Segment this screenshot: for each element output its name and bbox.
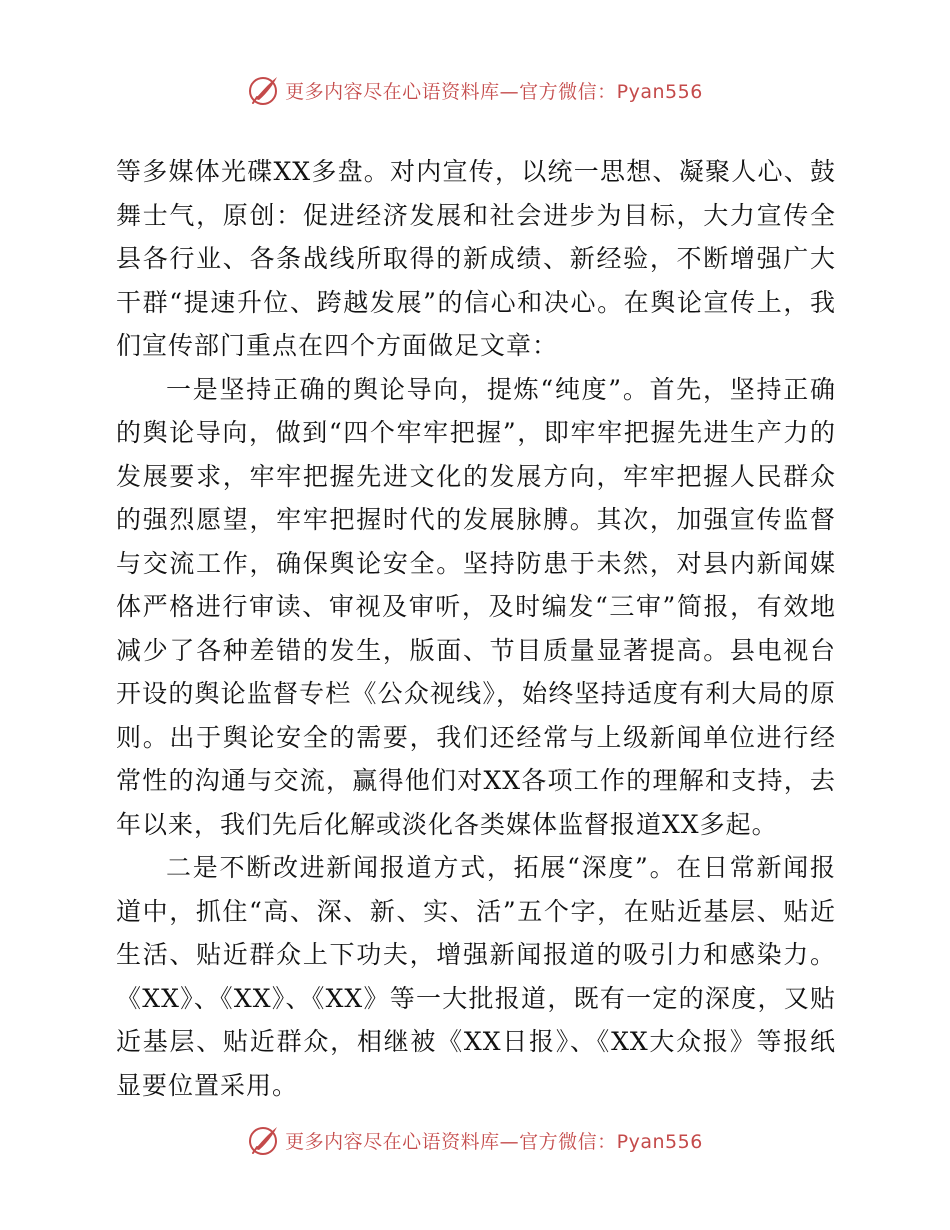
document-body	[116, 150, 836, 1107]
quill-logo-icon	[247, 1123, 281, 1157]
header-banner-text: 更多内容尽在心语资料库—官方微信：Pyan556	[285, 80, 703, 103]
footer-banner	[0, 1120, 950, 1160]
quill-logo-icon	[247, 73, 281, 107]
header-banner	[0, 70, 950, 110]
paragraph-opinion-guidance: 一是坚持正确的舆论导向，提炼“纯度”。首先，坚持正确的舆论导向，做到“四个牢牢把握”，即牢牢把握先进生产力的发展要求，牢牢把握先进文化的发展方向，牢牢把握人民群众的强烈愿望，牢牢把握时代的发展脉膊。其次，加强宣传监督与交流工作，确保舆论安全。坚持防患于未然，对县内新闻媒体严格进行审读、审视及审听，及时编发“三审”简报，有效地减少了各种差错的发生，版面、节目质量显著提高。县电视台开设的舆论监督专栏《公众视线》，始终坚持适度有利大局的原则。出于舆论安全的需要，我们还经常与上级新闻单位进行经常性的沟通与交流，赢得他们对XX各项工作的理解和支持，去年以来，我们先后化解或淡化各类媒体监督报道XX多起。	[116, 374, 836, 839]
footer-banner-text: 更多内容尽在心语资料库—官方微信：Pyan556	[285, 1130, 703, 1153]
paragraph-news-reporting: 二是不断改进新闻报道方式，拓展“深度”。在日常新闻报道中，抓住“高、深、新、实、活”五个字，在贴近基层、贴近生活、贴近群众上下功夫，增强新闻报道的吸引力和感染力。《XX》、《XX》、《XX》等一大批报道，既有一定的深度，又贴近基层、贴近群众，相继被《XX日报》、《XX大众报》等报纸显要位置采用。	[116, 853, 836, 1100]
paragraph-continuation: 等多媒体光碟XX多盘。对内宣传，以统一思想、凝聚人心、鼓舞士气，原创：促进经济发展和社会进步为目标，大力宣传全县各行业、各条战线所取得的新成绩、新经验，不断增强广大干群“提速升位、跨越发展”的信心和决心。在舆论宣传上，我们宣传部门重点在四个方面做足文章：	[116, 157, 836, 360]
